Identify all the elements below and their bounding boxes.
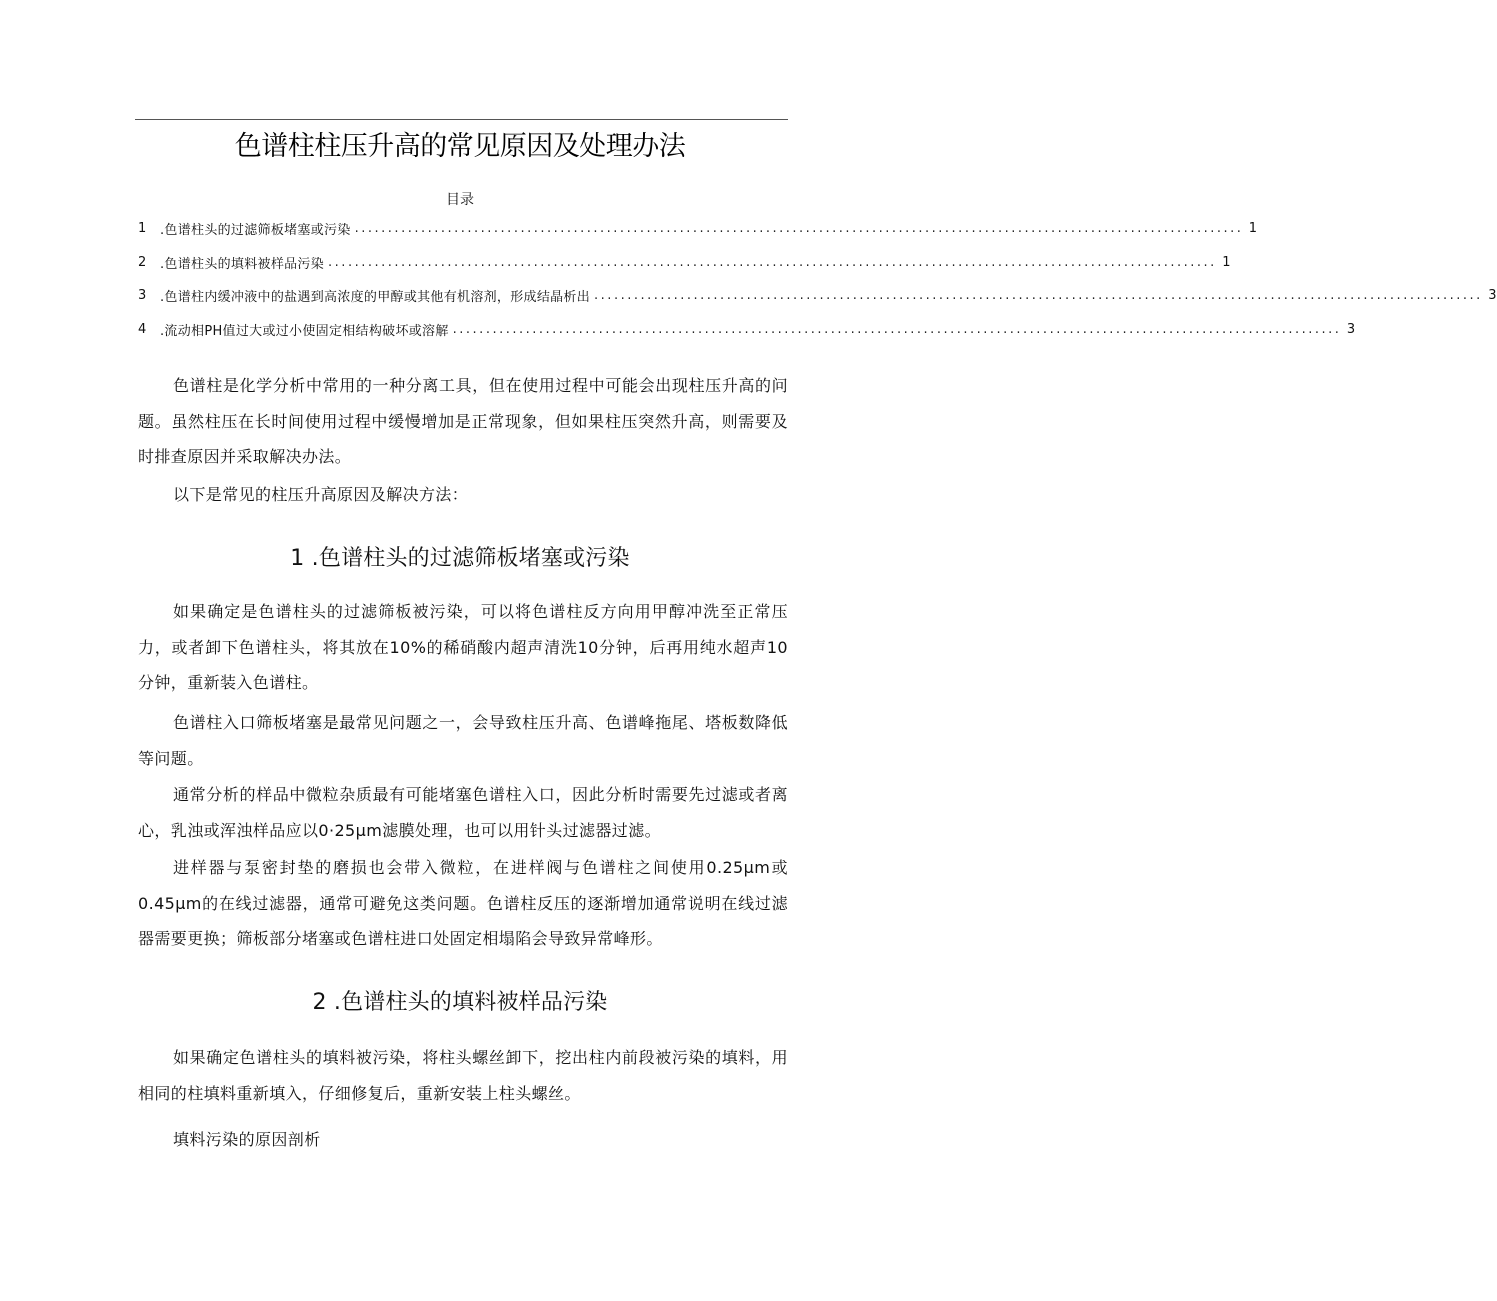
toc-heading: 目录 xyxy=(446,192,474,208)
toc-item-2[interactable] xyxy=(138,246,1231,280)
section-2-paragraph: 如果确定色谱柱头的填料被污染，将柱头螺丝卸下，挖出柱内前段被污染的填料，用相同的柱填料重新填入，仔细修复后，重新安装上柱头螺丝。 xyxy=(138,1048,788,1103)
toc-item-1[interactable] xyxy=(138,212,1258,246)
intro-paragraph: 色谱柱是化学分析中常用的一种分离工具，但在使用过程中可能会出现柱压升高的问题。虽然柱压在长时间使用过程中缓慢增加是正常现象，但如果柱压突然升高，则需要及时排查原因并采取解决办法。 xyxy=(138,376,788,466)
section-1-heading: 1 .色谱柱头的过滤筛板堵塞或污染 xyxy=(290,546,630,571)
toc-item-page: 3 xyxy=(1488,288,1497,304)
toc-item-text: .色谱柱内缓冲液中的盐遇到高浓度的甲醇或其他有机溶剂，形成结晶析出 xyxy=(160,290,591,306)
toc-item-text: .色谱柱头的过滤筛板堵塞或污染 xyxy=(160,223,351,239)
toc-dot-leader: ...................................................................................................................................... xyxy=(328,254,1217,270)
section-2-heading: 2 .色谱柱头的填料被样品污染 xyxy=(312,990,608,1015)
toc-item-text: .流动相PH值过大或过小使固定相结构破坏或溶解 xyxy=(160,323,449,339)
toc-item-page: 1 xyxy=(1248,221,1258,237)
section-1-paragraph: 如果确定是色谱柱头的过滤筛板被污染，可以将色谱柱反方向用甲醇冲洗至正常压力，或者卸下色谱柱头，将其放在10%的稀硝酸内超声清洗10分钟，后再用纯水超声10分钟，重新装入色谱柱。 xyxy=(138,602,788,692)
toc-dot-leader: ...................................................................................................................................... xyxy=(354,221,1244,237)
section-1-paragraph: 进样器与泵密封垫的磨损也会带入微粒，在进样阀与色谱柱之间使用0.25μm或0.45μm的在线过滤器，通常可避免这类问题。色谱柱反压的逐渐增加通常说明在线过滤器需要更换；筛板部分堵塞或色谱柱进口处固定相塌陷会导致异常峰形。 xyxy=(138,858,788,948)
toc-item-number: 2 xyxy=(138,254,147,270)
toc-dot-leader: ...................................................................................................................................... xyxy=(452,321,1342,337)
document-title: 色谱柱柱压升高的常见原因及处理办法 xyxy=(234,131,686,162)
header-rule xyxy=(135,119,788,120)
toc-item-text: .色谱柱头的填料被样品污染 xyxy=(160,256,325,272)
toc-dot-leader: ...................................................................................................................................... xyxy=(594,288,1483,304)
table-of-contents xyxy=(138,212,1497,346)
toc-item-page: 1 xyxy=(1222,254,1231,270)
toc-item-number: 4 xyxy=(138,321,147,337)
section-1-paragraph: 通常分析的样品中微粒杂质最有可能堵塞色谱柱入口，因此分析时需要先过滤或者离心，乳浊或浑浊样品应以0·25μm滤膜处理，也可以用针头过滤器过滤。 xyxy=(138,785,788,840)
section-1-paragraph: 色谱柱入口筛板堵塞是最常见问题之一，会导致柱压升高、色谱峰拖尾、塔板数降低等问题。 xyxy=(138,713,788,768)
toc-item-number: 1 xyxy=(138,221,147,237)
toc-item-number: 3 xyxy=(138,288,147,304)
section-2-subheading: 填料污染的原因剖析 xyxy=(173,1130,321,1149)
intro-lead-in: 以下是常见的柱压升高原因及解决方法： xyxy=(173,485,469,504)
toc-item-page: 3 xyxy=(1346,321,1356,337)
toc-item-3[interactable] xyxy=(138,279,1497,313)
toc-item-4[interactable] xyxy=(138,313,1356,347)
